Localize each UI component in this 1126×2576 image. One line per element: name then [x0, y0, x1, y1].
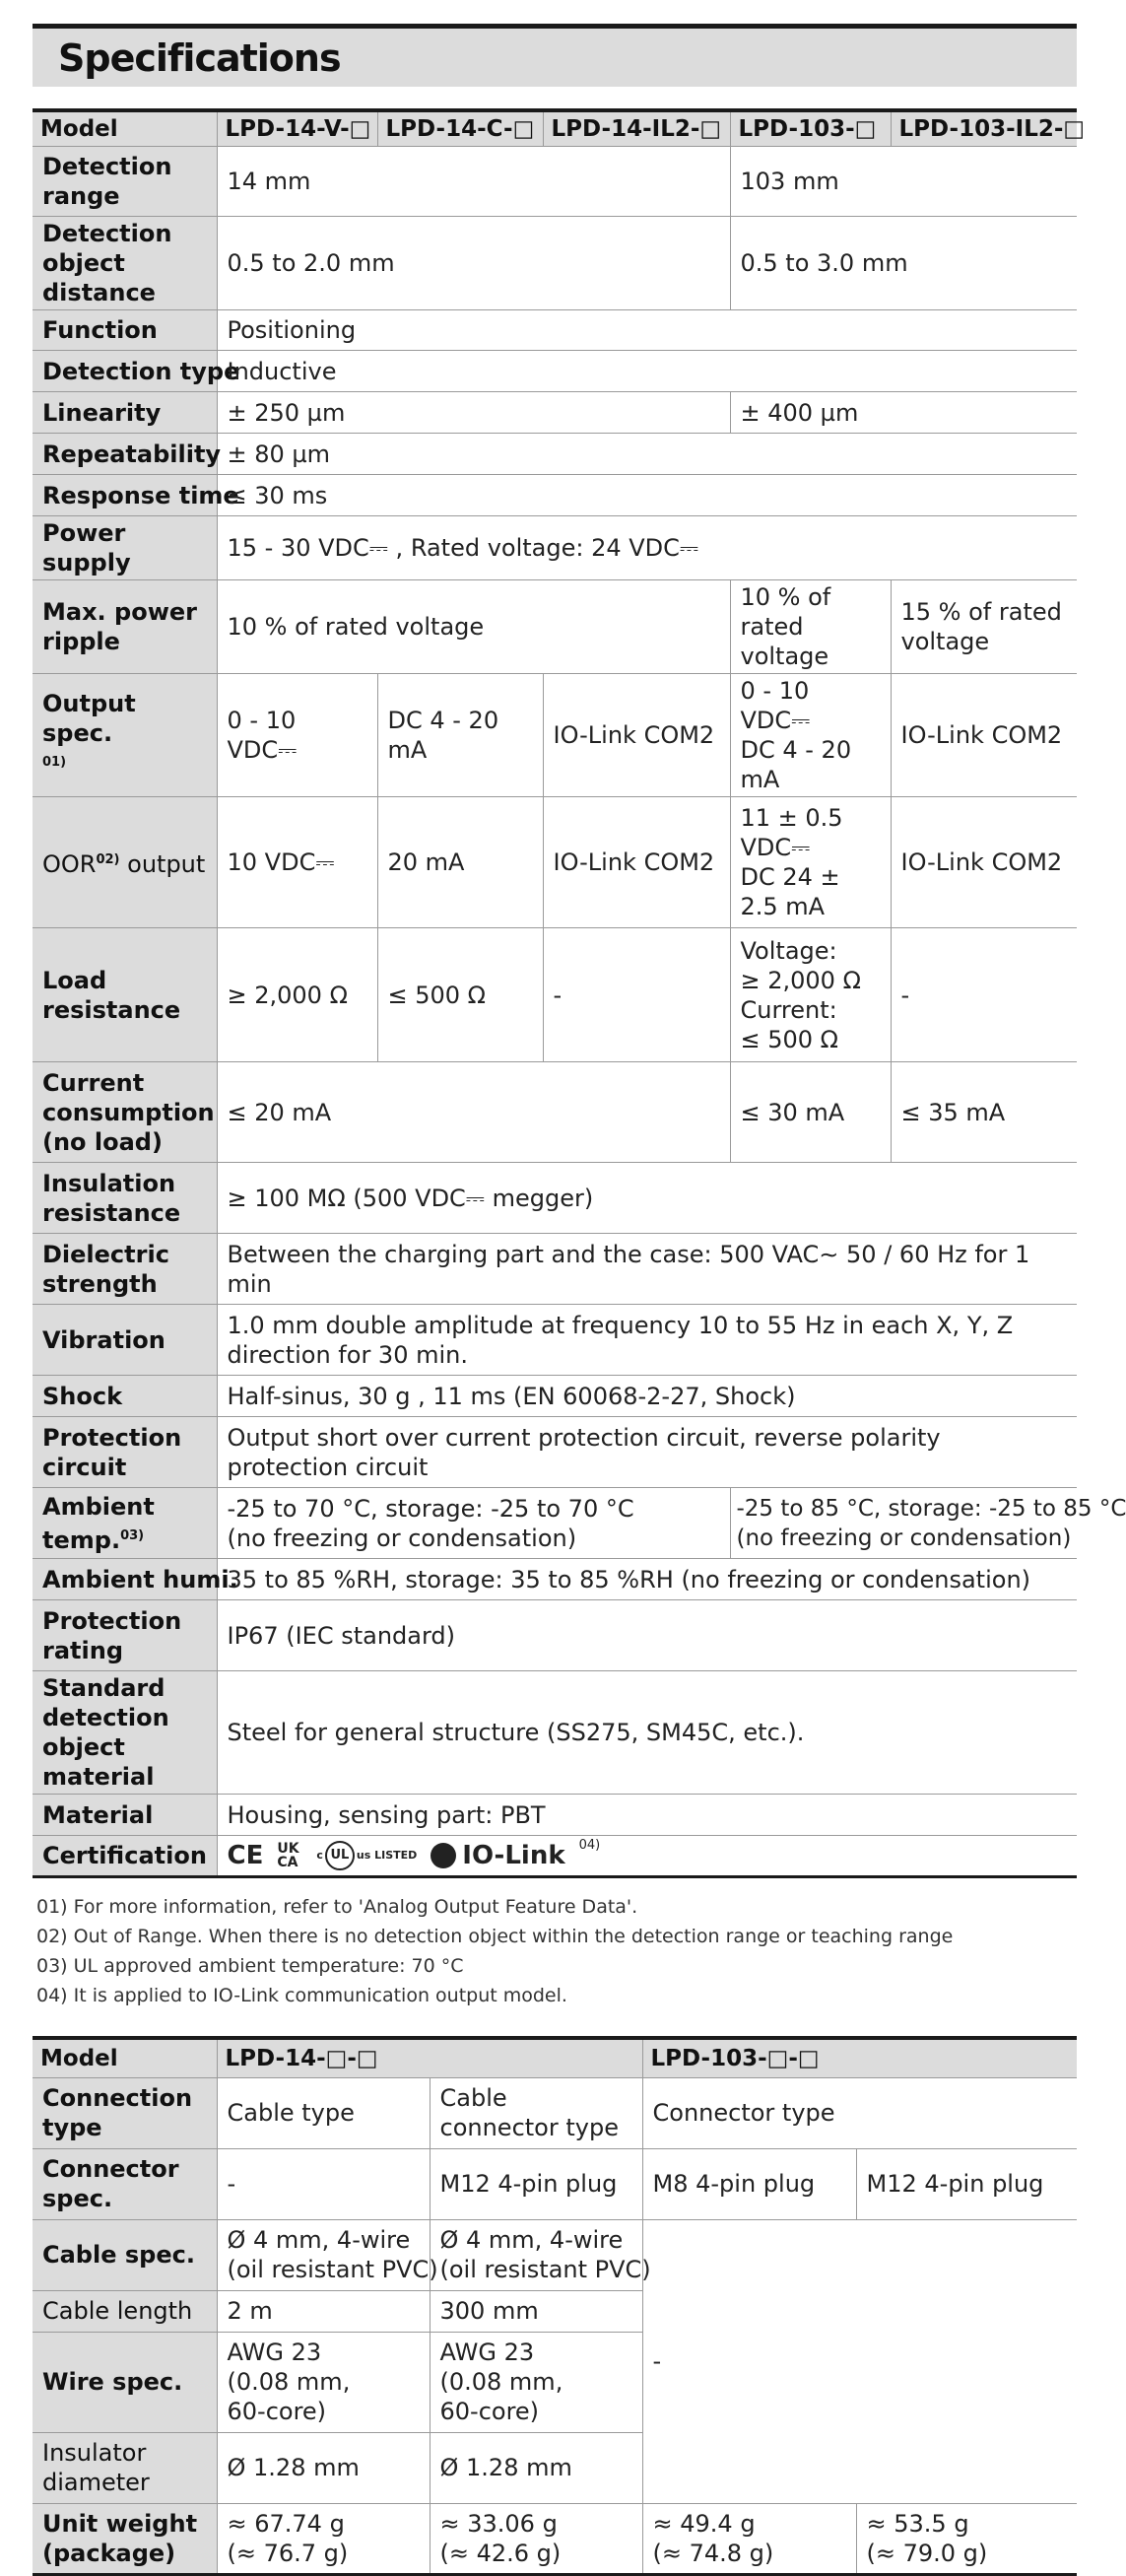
table-row	[33, 1417, 1077, 1488]
table-cell: ≥ 100 MΩ (500 VDC⎓ megger)	[217, 1163, 1077, 1234]
table-cell: Positioning	[217, 310, 1077, 351]
table-cell: ≤ 20 mA	[217, 1062, 730, 1163]
model-header: Model	[33, 2038, 217, 2077]
table-cell: 35 to 85 %RH, storage: 35 to 85 %RH (no freezing or condensation)	[217, 1559, 1077, 1600]
cell-line: Current:	[740, 995, 837, 1024]
row-label-oor	[33, 797, 217, 928]
table-cell: IO-Link COM2	[891, 674, 1077, 797]
row-label: Output spec.	[42, 690, 136, 747]
ukca-top: UK	[277, 1841, 299, 1857]
footnote-ref: 02)	[96, 852, 120, 867]
table-cell: Between the charging part and the case: 500 VAC∼ 50 / 60 Hz for 1 min	[217, 1234, 1077, 1305]
table-row	[33, 2077, 1077, 2148]
table-cell-multi	[430, 2503, 642, 2574]
table-cell-multi	[856, 2503, 1077, 2574]
cell-line: (≈ 79.0 g)	[866, 2539, 988, 2567]
table-cell-multi	[217, 2219, 438, 2290]
table-cell: 1.0 mm double amplitude at frequency 10 to 55 Hz in each X, Y, Z direction for 30 min.	[217, 1305, 1077, 1376]
cell-line: 60-core)	[439, 2398, 540, 2425]
footnote-ref: 01)	[42, 755, 67, 770]
table-cell: 0.5 to 3.0 mm	[730, 217, 1077, 310]
table-cell: -	[891, 928, 1077, 1062]
table-cell: 15 % of rated voltage	[891, 580, 1077, 674]
cell-line: ≈ 53.5 g	[866, 2509, 969, 2538]
table-row	[33, 1062, 1077, 1163]
table-cell: ≥ 2,000 Ω	[217, 928, 377, 1062]
footnote: 01) For more information, refer to 'Analog Output Feature Data'.	[36, 1896, 638, 1918]
table-row	[33, 674, 1077, 797]
table-cell: IO-Link COM2	[891, 797, 1077, 928]
row-label: Vibration	[33, 1305, 217, 1376]
ul-ring: UL	[325, 1841, 355, 1870]
ul-listed-mark-icon	[316, 1841, 417, 1870]
table-cell-multi	[730, 1488, 1126, 1559]
table-cell: ≤ 30 mA	[730, 1062, 891, 1163]
table-row	[33, 434, 1077, 475]
row-label: Repeatability	[33, 434, 217, 475]
ul-us: us	[356, 1849, 371, 1862]
row-label: Protection circuit	[33, 1417, 217, 1488]
row-label-suffix: output	[119, 850, 206, 878]
ukca-bottom: CA	[277, 1855, 298, 1870]
row-label: Current consumption (no load)	[33, 1062, 217, 1163]
connection-table	[33, 2036, 1077, 2576]
cell-line: (no freezing or condensation)	[227, 1524, 577, 1552]
table-cell: 10 % of rated voltage	[217, 580, 730, 674]
table-cell: Cable connector type	[430, 2077, 642, 2148]
row-label: OOR	[42, 850, 97, 878]
cell-line: ≈ 33.06 g	[439, 2509, 558, 2538]
row-label: Standard detection object material	[33, 1671, 217, 1795]
footnote: 04) It is applied to IO-Link communication output model.	[36, 1985, 567, 2006]
row-label: Cable spec.	[33, 2219, 217, 2290]
cell-line: (0.08 mm,	[439, 2368, 563, 2396]
ul-c: c	[316, 1849, 323, 1862]
table-cell: IP67 (IEC standard)	[217, 1600, 1077, 1671]
table-cell: Steel for general structure (SS275, SM45C, etc.).	[217, 1671, 1077, 1795]
table-row	[33, 580, 1077, 674]
table-cell-multi	[730, 797, 891, 928]
cell-line: ≈ 67.74 g	[227, 2509, 345, 2538]
row-label: Ambient temp.	[42, 1492, 155, 1554]
table-cell: DC 4 - 20 mA	[377, 674, 543, 797]
footnote-ref: 04)	[578, 1838, 601, 1853]
cell-line: (≈ 76.7 g)	[227, 2539, 349, 2567]
io-link-logo-icon	[431, 1841, 564, 1870]
table-cell-multi	[730, 674, 891, 797]
io-link-text: IO-Link	[462, 1841, 565, 1870]
table-row	[33, 310, 1077, 351]
table-cell: -	[217, 2148, 430, 2219]
table-cell: ± 400 µm	[730, 392, 1077, 434]
cell-line: ≈ 49.4 g	[652, 2509, 756, 2538]
table-row	[33, 2503, 1077, 2574]
table-cell-multi	[217, 2332, 430, 2432]
cell-line: Ø 4 mm, 4-wire	[227, 2226, 411, 2254]
cell-line: 11 ± 0.5 VDC⎓	[740, 804, 843, 861]
table-row	[33, 1600, 1077, 1671]
table-row	[33, 1795, 1077, 1836]
row-label: Cable length	[33, 2290, 217, 2332]
table-cell: IO-Link COM2	[543, 674, 730, 797]
table-row	[33, 475, 1077, 516]
table-cell: Ø 1.28 mm	[430, 2432, 642, 2503]
ce-mark-icon: CE	[227, 1841, 264, 1870]
table-cell: 20 mA	[377, 797, 543, 928]
row-label: Dielectric strength	[33, 1234, 217, 1305]
table-row	[33, 1671, 1077, 1795]
table-cell: 2 m	[217, 2290, 430, 2332]
table-row	[33, 1836, 1077, 1877]
table-cell: 10 % of rated voltage	[730, 580, 891, 674]
cell-line: (no freezing or condensation)	[736, 1525, 1072, 1551]
table-cell: 103 mm	[730, 147, 1077, 217]
row-label: Detection object distance	[33, 217, 217, 310]
cell-line: 0 - 10 VDC⎓	[740, 677, 811, 734]
table-cell: Cable type	[217, 2077, 430, 2148]
table-cell: ± 250 µm	[217, 392, 730, 434]
certification-marks	[227, 1838, 1068, 1870]
table-row	[33, 392, 1077, 434]
table-cell: IO-Link COM2	[543, 797, 730, 928]
cell-line: ≥ 2,000 Ω	[740, 966, 861, 994]
table-row	[33, 1305, 1077, 1376]
row-label-output-spec	[33, 674, 217, 797]
table-row	[33, 1234, 1077, 1305]
table-cell: ≤ 500 Ω	[377, 928, 543, 1062]
table-cell: Half-sinus, 30 g , 11 ms (EN 60068-2-27, Shock)	[217, 1376, 1077, 1417]
table-cell: 14 mm	[217, 147, 730, 217]
table-row	[33, 110, 1077, 147]
row-label: Response time	[33, 475, 217, 516]
footnote: 02) Out of Range. When there is no detection object within the detection range or teaching range	[36, 1926, 954, 1947]
row-label: Max. power ripple	[33, 580, 217, 674]
cell-line: Ø 4 mm, 4-wire	[439, 2226, 624, 2254]
row-label: Protection rating	[33, 1600, 217, 1671]
specifications-page	[33, 24, 1126, 2576]
cell-line: Voltage:	[740, 936, 837, 965]
model-lpd-14: LPD-14-□-□	[217, 2038, 642, 2077]
table-row	[33, 516, 1077, 580]
cell-line: (≈ 42.6 g)	[439, 2539, 562, 2567]
table-cell: ≤ 35 mA	[891, 1062, 1077, 1163]
model-lpd-14-il2: LPD-14-IL2-□	[543, 110, 730, 147]
table-cell-multi	[430, 2219, 651, 2290]
cell-line: DC 4 - 20 mA	[740, 736, 852, 793]
cell-line: (oil resistant PVC)	[227, 2256, 438, 2283]
table-cell: Housing, sensing part: PBT	[217, 1795, 1077, 1836]
cell-line: (≈ 74.8 g)	[652, 2539, 774, 2567]
table-cell: M12 4-pin plug	[430, 2148, 642, 2219]
cell-line: AWG 23	[439, 2339, 535, 2366]
row-label: Function	[33, 310, 217, 351]
row-label: Detection range	[33, 147, 217, 217]
table-cell: 15 - 30 VDC⎓ , Rated voltage: 24 VDC⎓	[217, 516, 1077, 580]
cell-line: AWG 23	[227, 2339, 322, 2366]
table-cell: Inductive	[217, 351, 1077, 392]
cell-line: (oil resistant PVC)	[439, 2256, 651, 2283]
table-cell: M12 4-pin plug	[856, 2148, 1077, 2219]
table-row	[33, 2038, 1077, 2077]
table-cell-multi	[430, 2332, 642, 2432]
row-label: Load resistance	[33, 928, 217, 1062]
row-label: Insulation resistance	[33, 1163, 217, 1234]
page-title: Specifications	[33, 29, 1077, 87]
ukca-mark-icon	[277, 1842, 302, 1869]
row-label: Linearity	[33, 392, 217, 434]
model-lpd-103: LPD-103-□	[730, 110, 891, 147]
table-row	[33, 1376, 1077, 1417]
cell-line: -25 to 85 °C, storage: -25 to 85 °C	[736, 1495, 1126, 1522]
table-row	[33, 2148, 1077, 2219]
row-label: Connector spec.	[33, 2148, 217, 2219]
table-cell: 0 - 10 VDC⎓	[217, 674, 377, 797]
table-cell: ≤ 30 ms	[217, 475, 1077, 516]
table-row	[33, 351, 1077, 392]
table-cell: M8 4-pin plug	[642, 2148, 856, 2219]
ul-listed: LISTED	[374, 1849, 418, 1862]
table-cell: Ø 1.28 mm	[217, 2432, 430, 2503]
table-row	[33, 797, 1077, 928]
table-cell-multi	[730, 928, 891, 1062]
table-cell-multi	[217, 1488, 730, 1559]
row-label: Material	[33, 1795, 217, 1836]
table-cell: 0.5 to 2.0 mm	[217, 217, 730, 310]
table-cell-multi	[642, 2503, 856, 2574]
table-cell: Output short over current protection circuit, reverse polarity protection circuit	[217, 1417, 1077, 1488]
cell-line: -25 to 70 °C, storage: -25 to 70 °C	[227, 1494, 634, 1523]
table-cell: -	[543, 928, 730, 1062]
row-label-ambient-temp	[33, 1488, 217, 1559]
certification-cell	[217, 1836, 1077, 1877]
footnote: 03) UL approved ambient temperature: 70 °C	[36, 1955, 464, 1977]
row-label: Wire spec.	[33, 2332, 217, 2432]
table-cell: 300 mm	[430, 2290, 642, 2332]
spec-table	[33, 108, 1126, 1878]
model-lpd-14-v: LPD-14-V-□	[217, 110, 377, 147]
row-label: Connection type	[33, 2077, 217, 2148]
table-row	[33, 1559, 1077, 1600]
table-row	[33, 1488, 1077, 1559]
table-cell: 10 VDC⎓	[217, 797, 377, 928]
row-label: Detection type	[33, 351, 217, 392]
table-row	[33, 2219, 1077, 2290]
io-link-symbol-icon	[431, 1843, 456, 1868]
table-row	[33, 217, 1077, 310]
cell-line: (0.08 mm,	[227, 2368, 351, 2396]
table-cell: -	[642, 2219, 1077, 2503]
table-cell: ± 80 µm	[217, 434, 1077, 475]
model-lpd-103-il2: LPD-103-IL2-□	[891, 110, 1077, 147]
footnotes	[33, 1892, 1077, 2010]
table-cell: Connector type	[642, 2077, 1077, 2148]
cell-line: ≤ 500 Ω	[740, 1025, 839, 1053]
row-label: Shock	[33, 1376, 217, 1417]
table-row	[33, 928, 1077, 1062]
row-label: Certification	[33, 1836, 217, 1877]
table-row	[33, 147, 1077, 217]
model-lpd-103: LPD-103-□-□	[642, 2038, 1077, 2077]
row-label: Power supply	[33, 516, 217, 580]
cell-line: DC 24 ± 2.5 mA	[740, 863, 840, 920]
table-cell-multi	[217, 2503, 430, 2574]
cell-line: 60-core)	[227, 2398, 327, 2425]
model-header: Model	[33, 110, 217, 147]
row-label: Insulator diameter	[33, 2432, 217, 2503]
row-label: Unit weight (package)	[33, 2503, 217, 2574]
model-lpd-14-c: LPD-14-C-□	[377, 110, 543, 147]
table-row	[33, 1163, 1077, 1234]
row-label: Ambient humi.	[33, 1559, 217, 1600]
footnote-ref: 03)	[120, 1527, 145, 1543]
